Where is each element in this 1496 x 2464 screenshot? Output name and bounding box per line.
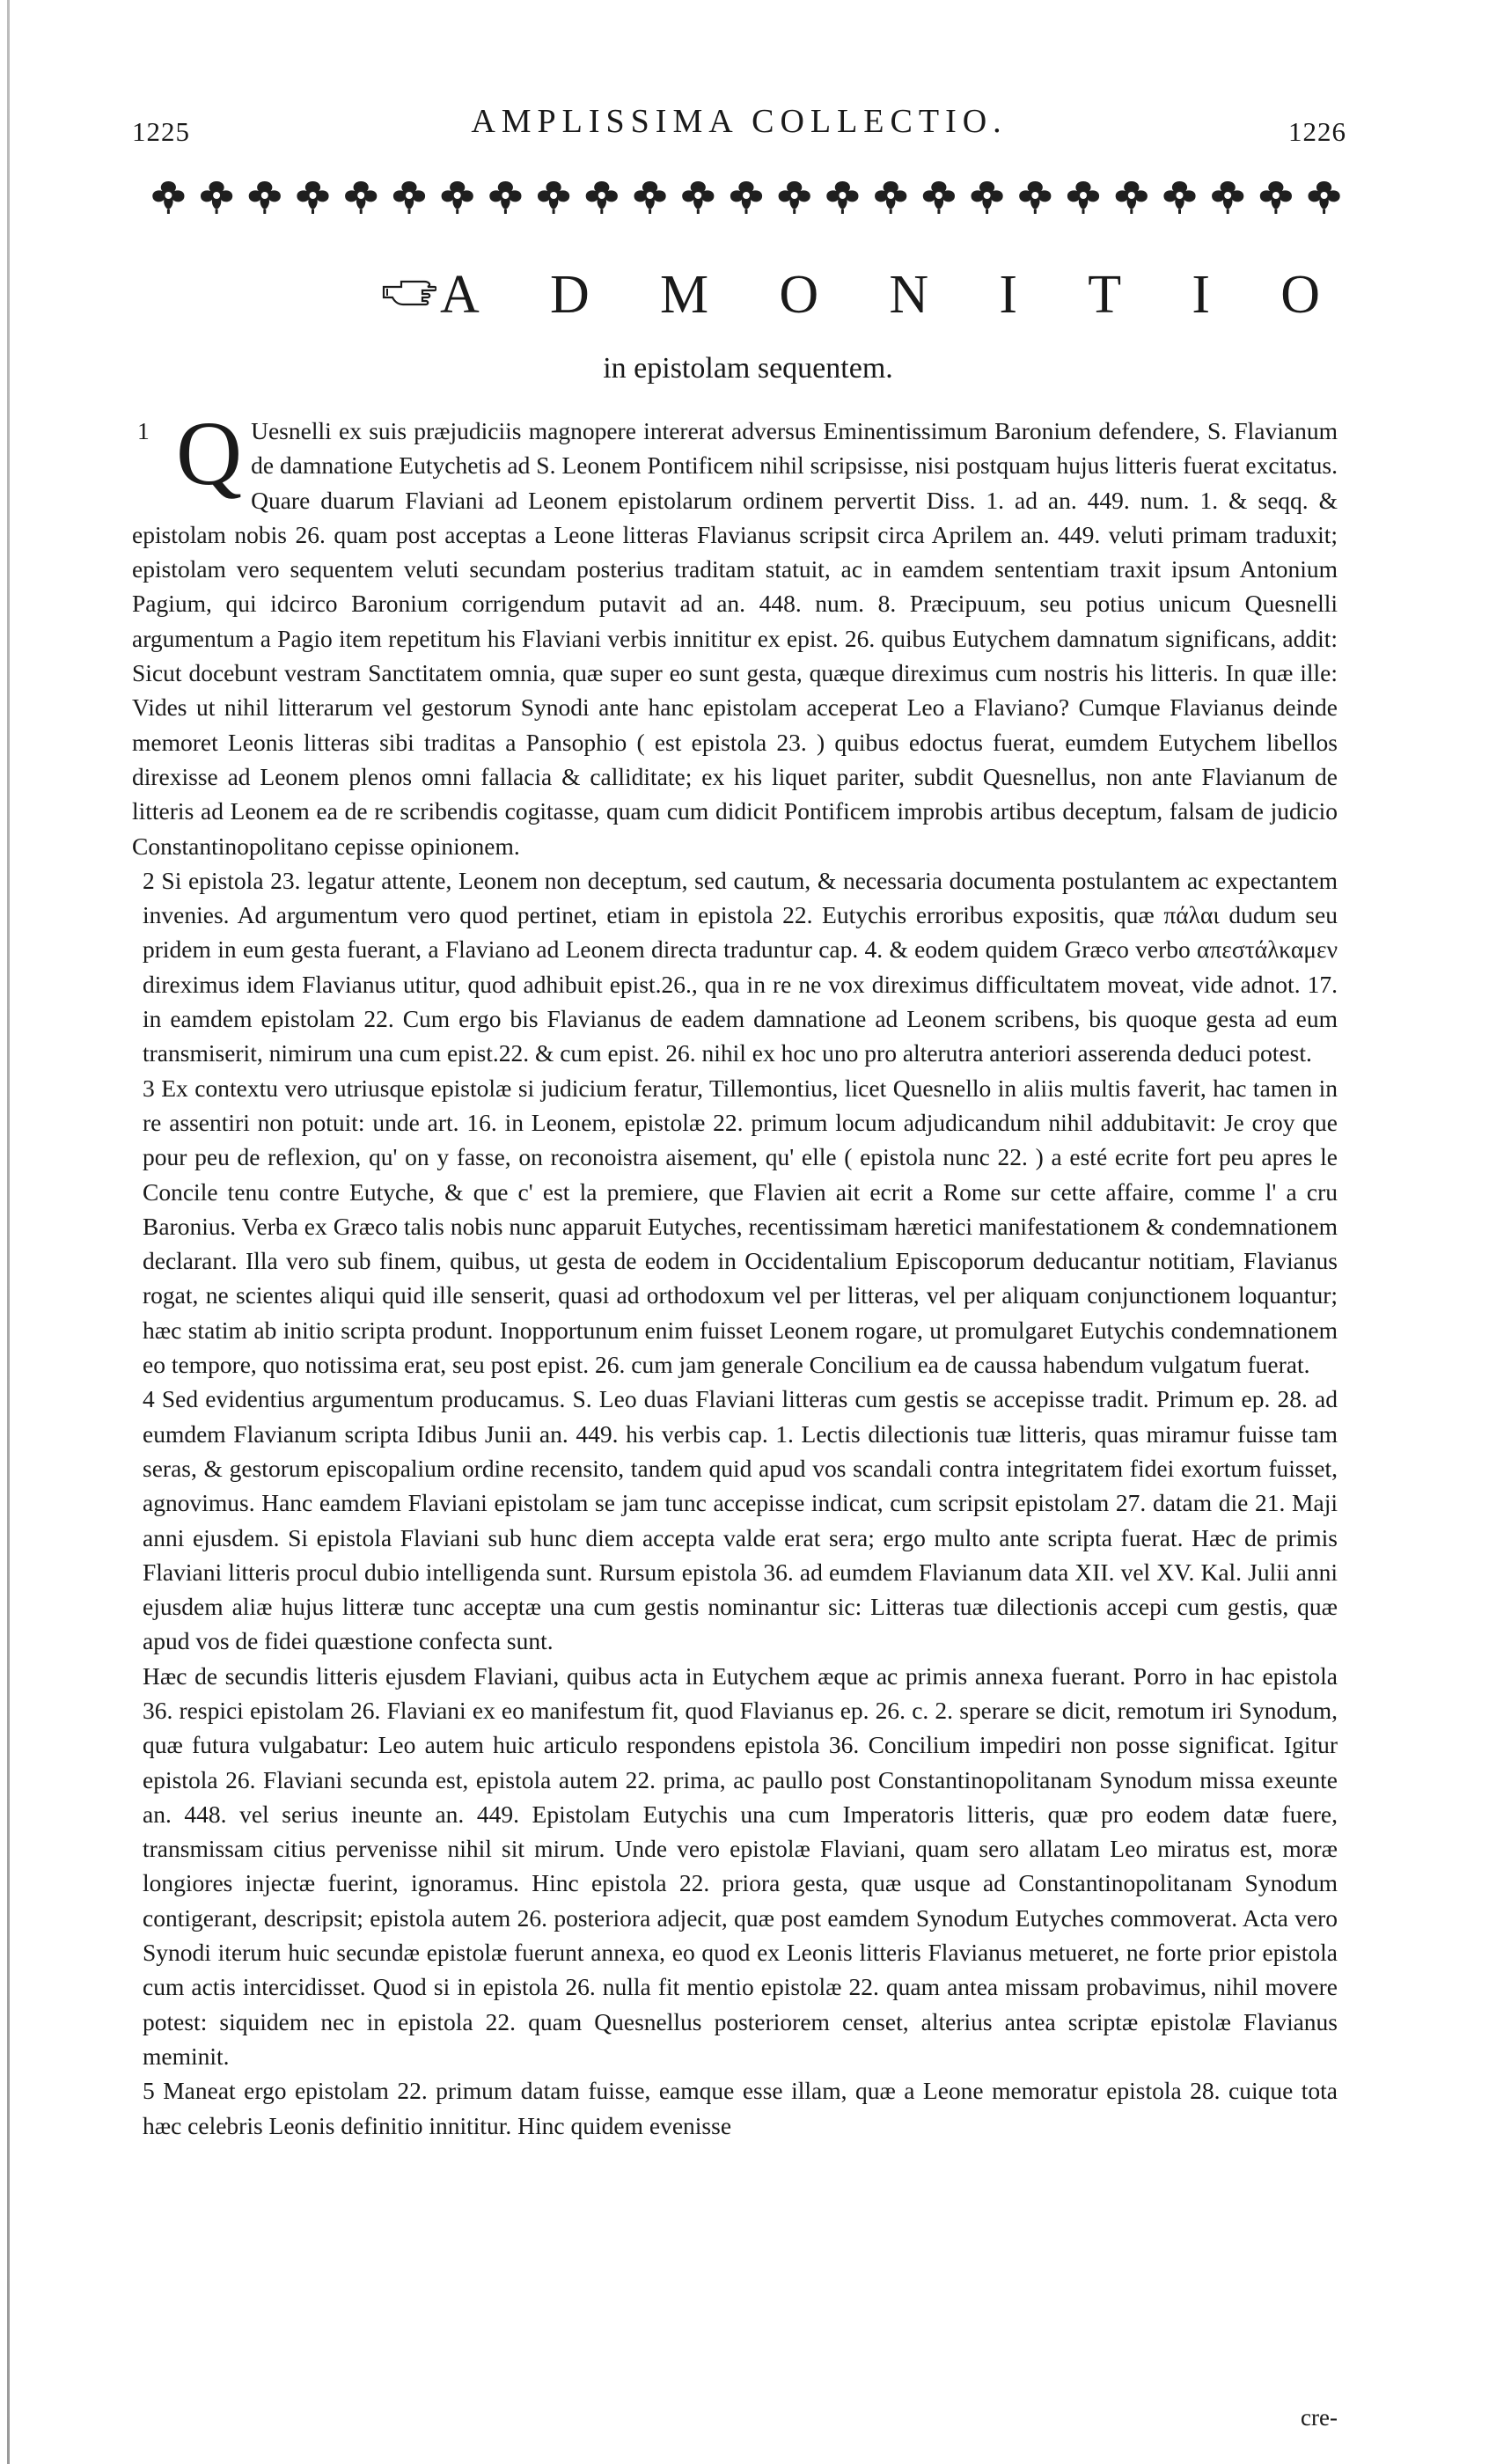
- heading-letter: O: [779, 265, 819, 325]
- heading-letter: M: [660, 265, 709, 325]
- fleuron-icon: [152, 181, 184, 214]
- paragraph-text: Ex contextu vero utriusque epistolæ si judicium feratur, Tillemontius, licet Quesnello in aliis multis faverit, hac tamen in re assentiri non potuit: unde art. 16. in Leonem, epistolæ 22. primum locum adjudicandum nihil addubitavit: Je croy que pour peu de reflexion, qu' on y fasse, on reconoistra aisement, qu' elle ( epistola nunc 22. ) a esté ecrite fort peu apres le Concile tenu contre Eutyche, & que c' est la premiere, que Flavien ait ecrit a Rome sur cette affaire, comme l' a cru Baronius. Verba ex Græco talis nobis nunc apparuit Eutyches, recentissimam hæretici manifestationem & condemnationem declarant. Illa vero sub finem, quibus, ut gesta de eodem in Occidentalium Episcoporum deducantur notitiam, Flavianus rogat, ne scientes aliqui quid ille senserit, quasi ad orthodoxum vel per litteras, vel per aliquam conjunctionem loquantur; hæc statim ab initio scripta produnt. Inopportunum enim fuisset Leonem rogare, ut promulgaret Eutychis condemnationem eo tempore, quo notissima erat, seu post epist. 26. cum jam generale Concilium ea de caussa habendum vulgatum fuerat.: [143, 1074, 1338, 1379]
- paragraph-2: [132, 863, 1338, 1071]
- paragraph-3: [132, 1071, 1338, 1382]
- paragraph-number: 5: [143, 2077, 155, 2105]
- fleuron-icon: [393, 181, 425, 214]
- fleuron-icon: [1212, 181, 1243, 214]
- heading-letter: T: [1088, 265, 1122, 325]
- heading-letter: I: [1192, 265, 1210, 325]
- paragraph-text: Hæc de secundis litteris ejusdem Flaviani, quibus acta in Eutychem æque ac primis annexa fuerant. Porro in hac epistola 36. respici epistolam 26. Flaviani ex eo manifestum fit, quod Flavianus ep. 26. c. 2. sperare se dicit, remotum iri Synodum, quæ futura vulgabatur: Leo autem huic articulo respondens epistola 36. Concilium impediri non posse significat. Igitur epistola 26. Flaviani secunda est, epistola autem 22. prima, ac paullo post Constantinopolitanam Synodum missa exeunte an. 448. vel serius ineunte an. 449. Epistolam Eutychis una cum Imperatoris litteris, quæ pro eodem datæ fuere, transmissam citius pervenisse nihil sit mirum. Unde vero epistolæ Flaviani, quam sero allatam Leo miratus est, moræ longiores injectæ fuerint, ignoramus. Hinc epistola 22. priora gesta, quæ usque ad Constantinopolitanam Synodum contigerant, descripsit; epistola autem 26. posteriora adjecit, quæ post eamdem Synodum Eutyches commoverat. Acta vero Synodi iterum huic secundæ epistolæ fuerunt annexa, eo quod ex Leonis litteris Flavianus metueret, ne forte prior epistola cum actis intercidisset. Quod si in epistola 26. nulla fit mentio epistolæ 22. quam antea missam probavimus, nihil movere potest: siquidem nec in epistola 22. quam Quesnellus posteriorem censet, alterius antea scriptæ epistolæ Flavianus meminit.: [143, 1661, 1338, 2070]
- paragraph-number: 2: [143, 866, 155, 894]
- heading-title: [440, 264, 1320, 326]
- paragraph-text: Maneat ergo epistolam 22. primum datam fuisse, eamque esse illam, quæ a Leone memoratur epistola 28. cuique tota hæc celebris Leonis definitio innititur. Hinc quidem evenisse: [143, 2077, 1338, 2139]
- paragraph-1: [132, 403, 1338, 863]
- paragraph-text: Si epistola 23. legatur attente, Leonem non deceptum, sed cautum, & necessaria documenta postulantem ac expectantem invenies. Ad argumentum vero quod pertinet, etiam in epistola 22. Eutychis erroribus expositis, quæ πάλαι dudum seu pridem in eum gesta fuerant, a Flaviano ad Leonem directa traduntur cap. 4. & eodem quidem Græco verbo απεστάλκαμεν direximus idem Flavianus utitur, quod adhibuit epist.26., qua in re ne vox direximus difficultatem moveat, vide adnot. 17. in eamdem epistolam 22. Cum ergo bis Flavianus de eadem damnatione ad Leonem scribens, bis quoque gesta ad eum transmiserit, nimirum una cum epist.22. & cum epist. 26. nihil ex hoc uno pro alterutra anteriori asserenda deduci potest.: [143, 866, 1338, 1067]
- fleuron-icon: [442, 181, 473, 214]
- drop-cap: Q: [176, 403, 243, 504]
- pointing-hand-icon: [382, 276, 436, 308]
- heading-letter: A: [440, 265, 480, 325]
- catchword: cre-: [1301, 2404, 1338, 2431]
- paragraph-text: Sed evidentius argumentum producamus. S. Leo duas Flaviani litteras cum gestis se accepisse tradit. Primum ep. 28. ad eumdem Flavianum scripta Idibus Junii an. 449. his verbis cap. 1. Lectis dilectionis tuæ litteris, quas miramur fuisse tam seras, & gestorum episcopalium ordine recensito, tandem quid apud vos scandali contra integritatem fidei exortum fuisset, agnovimus. Hanc eamdem Flaviani epistolam se jam tunc accepisse indicat, cum scripsit epistolam 27. datam die 21. Maji anni ejusdem. Si epistola Flaviani sub hunc diem accepta valde erat sera; ergo multo ante scripta fuerat. Hæc de primis Flaviani litteris procul dubio intelligenda sunt. Rursum epistola 36. ad eumdem Flavianum data XII. vel XV. Kal. Julii anni ejusdem aliæ hujus litteræ tunc acceptæ una cum gestis nominantur sic: Litteras tuæ dilectionis accepi cum gestis, quæ apud vos de fidei quæstione confecta sunt.: [143, 1385, 1338, 1655]
- paragraph-number: 3: [143, 1074, 155, 1102]
- fleuron-icon: [682, 181, 714, 214]
- running-head: [132, 99, 1346, 151]
- fleuron-icon: [489, 181, 521, 214]
- fleuron-icon: [923, 181, 955, 214]
- fleuron-icon: [634, 181, 665, 214]
- paragraph-5: [132, 2073, 1338, 2143]
- fleuron-icon: [538, 181, 569, 214]
- fleuron-icon: [201, 181, 232, 214]
- heading-letter: N: [889, 265, 929, 325]
- paragraph-number: 4: [143, 1385, 155, 1413]
- heading-letter: D: [550, 265, 590, 325]
- fleuron-icon: [297, 181, 328, 214]
- paragraph-number: 1: [137, 417, 150, 444]
- fleuron-icon: [971, 181, 1002, 214]
- fleuron-icon: [826, 181, 858, 214]
- heading-letter: I: [999, 265, 1018, 325]
- fleuron-icon: [1308, 181, 1339, 214]
- page-number-left: 1225: [132, 116, 190, 147]
- heading: [132, 264, 1355, 334]
- fleuron-icon: [730, 181, 762, 214]
- page-number-right: 1226: [1288, 116, 1346, 147]
- body-text: [132, 403, 1338, 2143]
- fleuron-icon: [586, 181, 618, 214]
- heading-letter: O: [1280, 265, 1320, 325]
- fleuron-icon: [1260, 181, 1292, 214]
- running-title: AMPLISSIMA COLLECTIO.: [471, 103, 1008, 140]
- fleuron-icon: [1067, 181, 1099, 214]
- fleuron-icon: [1019, 181, 1051, 214]
- heading-subtitle: in epistolam sequentem.: [603, 352, 893, 385]
- fleuron-icon: [345, 181, 377, 214]
- paragraph-text: Uesnelli ex suis præjudiciis magnopere intererat adversus Eminentissimum Baronium defendere, S. Flavianum de damnatione Eutychetis ad S. Leonem Pontificem nihil scripsisse, nisi postquam hujus litteris fuerat excitatus. Quare duarum Flaviani ad Leonem epistolarum ordinem pervertit Diss. 1. ad an. 449. num. 1. & seqq. & epistolam nobis 26. quam post acceptas a Leone litteras Flavianus scripsit circa Aprilem an. 449. veluti primam traduxit; epistolam vero sequentem veluti secundam posterius traditam statuit, ac in eamdem sententiam traxit ipsum Antonium Pagium, qui idcirco Baronium corrigendum putavit ad an. 448. num. 8. Præcipuum, seu potius unicum Quesnelli argumentum a Pagio item repetitum his Flaviani verbis innititur ex epist. 26. quibus Eutychem damnatum significans, addit: Sicut docebunt vestram Sanctitatem omnia, quæ super eo sunt gesta, quæque direximus cum nostris his litteris. In quæ ille: Vides ut nihil litterarum vel gestorum Synodi ante hanc epistolam acceperat Leo a Flaviano? Cumque Flavianus deinde memoret Leonis litteras sibi traditas a Pansophio ( est epistola 23. ) quibus edoctus fuerat, eumdem Eutychem libellos direxisse ad Leonem plenos omni fallacia & calliditate; ex his liquet pariter, subdit Quesnellus, non ante Flavianum de litteris ad Leonem ea de re scribendis cogitasse, quam cum didicit Pontificem improbis artibus deceptum, falsam de judicio Constantinopolitano cepisse opinionem.: [132, 417, 1338, 860]
- fleuron-icon: [1116, 181, 1148, 214]
- fleuron-icon: [875, 181, 906, 214]
- fleuron-icon: [1163, 181, 1195, 214]
- paragraph-4: [132, 1382, 1338, 1658]
- fleuron-icon: [779, 181, 810, 214]
- paragraph-4-continued: [132, 1659, 1338, 2074]
- fleuron-ornament-icon: [144, 176, 1348, 215]
- fleuron-icon: [249, 181, 281, 214]
